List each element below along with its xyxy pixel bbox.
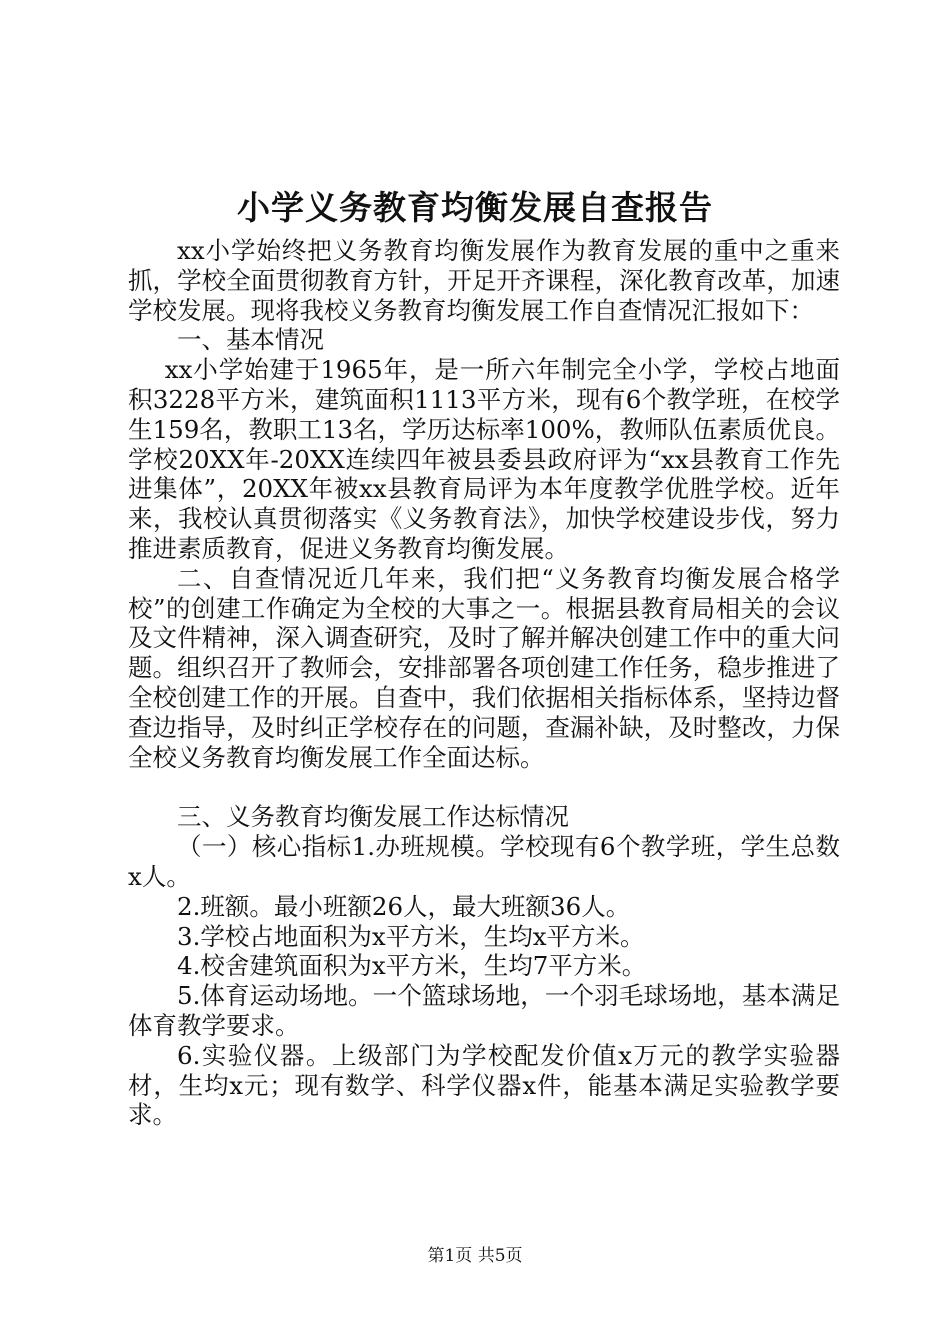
basic-info-paragraph: xx小学始建于1965年，是一所六年制完全小学，学校占地面积3228平方米，建筑面积1113平方米，现有6个教学班，在校学生159名，教职工13名，学历达标率100%，教师队伍素质优良。学校20XX年-20XX连续四年被县委县政府评为“xx县教育工作先进集体”，20XX年被xx县教育局评为本年度教学优胜学校。近年来，我校认真贯彻落实《义务教育法》，加快学校建设步伐，努力推进素质教育，促进义务教育均衡发展。	[128, 355, 840, 563]
section-heading-basic: 一、基本情况	[177, 325, 324, 355]
list-item: 4.校舍建筑面积为x平方米，生均7平方米。	[177, 951, 647, 981]
core-indicator-item: （一）核心指标1.办班规模。学校现有6个教学班，学生总数x人。	[128, 832, 840, 891]
self-check-paragraph: 二、自查情况近几年来，我们把“义务教育均衡发展合格学校”的创建工作确定为全校的大事之一。根据县教育局相关的会议及文件精神，深入调查研究，及时了解并解决创建工作中的重大问题。组织召开了教师会，安排部署各项创建工作任务，稳步推进了全校创建工作的开展。自查中，我们依据相关指标体系，坚持边督查边指导，及时纠正学校存在的问题，查漏补缺，及时整改，力保全校义务教育均衡发展工作全面达标。	[128, 563, 840, 772]
page-indicator: 第1页 共5页	[427, 1246, 523, 1266]
list-item: 3.学校占地面积为x平方米，生均x平方米。	[177, 921, 645, 951]
document-body	[128, 236, 840, 1130]
intro-paragraph: xx小学始终把义务教育均衡发展作为教育发展的重中之重来抓，学校全面贯彻教育方针，开足开齐课程，深化教育改革，加速学校发展。现将我校义务教育均衡发展工作自查情况汇报如下：	[128, 236, 840, 325]
paragraph-spacer	[128, 772, 840, 802]
section-heading-standards: 三、义务教育均衡发展工作达标情况	[177, 802, 569, 832]
document-title: 小学义务教育均衡发展自查报告	[237, 188, 713, 227]
list-item: 6.实验仪器。上级部门为学校配发价值x万元的教学实验器材，生均x元；现有数学、科学仪器x件，能基本满足实验教学要求。	[128, 1040, 840, 1130]
list-item: 2.班额。最小班额26人，最大班额36人。	[177, 891, 631, 921]
list-item: 5.体育运动场地。一个篮球场地，一个羽毛球场地，基本满足体育教学要求。	[128, 981, 840, 1040]
